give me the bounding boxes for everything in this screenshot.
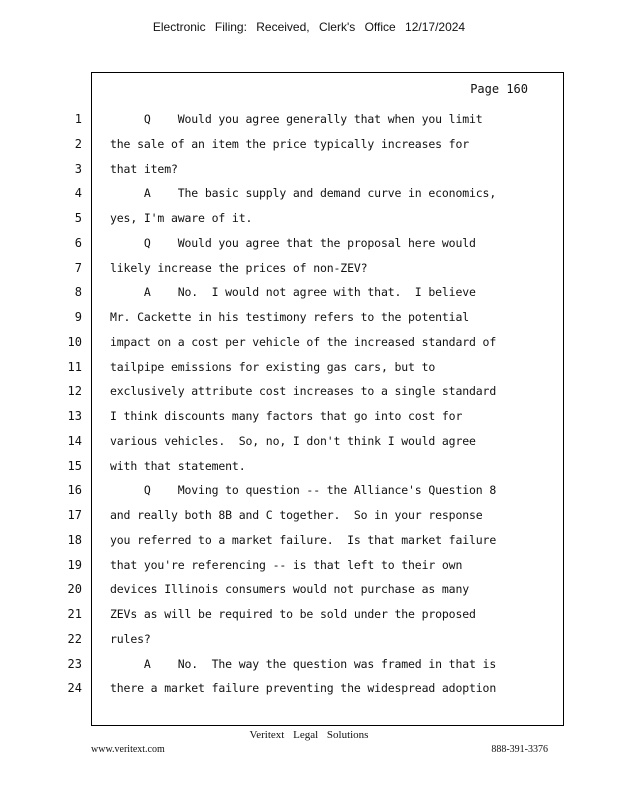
footer-company: Veritext Legal Solutions: [249, 729, 369, 741]
page-number: Page 160: [470, 82, 528, 96]
line-number: 15: [67, 458, 82, 473]
transcript-line: with that statement.: [110, 458, 246, 473]
line-number: 23: [67, 656, 82, 671]
transcript-line: and really both 8B and C together. So in your response: [110, 508, 483, 522]
line-number: 17: [67, 508, 82, 522]
line-number: 19: [67, 557, 82, 572]
filing-header: Electronic Filing: Received, Clerk's Office 12/17/2024: [152, 20, 466, 34]
line-number: 1: [74, 112, 82, 126]
transcript-line: exclusively attribute cost increases to a single standard: [110, 384, 497, 399]
transcript-line: rules?: [110, 631, 151, 646]
line-number: 10: [67, 334, 82, 349]
line-number: 2: [74, 136, 82, 151]
line-number: 22: [67, 631, 82, 646]
line-number: 14: [67, 433, 82, 448]
transcript-line: Q Would you agree generally that when you limit: [110, 112, 483, 126]
transcript-line: devices Illinois consumers would not purchase as many: [110, 582, 470, 597]
transcript-line: various vehicles. So, no, I don't think I would agree: [110, 433, 476, 448]
line-number: 24: [67, 681, 82, 696]
transcript-line: there a market failure preventing the widespread adoption: [110, 681, 497, 696]
transcript-line: likely increase the prices of non-ZEV?: [110, 260, 368, 275]
line-number: 5: [74, 211, 82, 225]
line-number: 12: [67, 384, 82, 399]
line-number: 9: [74, 310, 82, 324]
transcript-line: A No. I would not agree with that. I believe: [110, 285, 476, 300]
transcript-line: that you're referencing -- is that left to their own: [110, 557, 463, 572]
transcript-line: you referred to a market failure. Is that market failure: [110, 532, 497, 547]
line-number: 7: [74, 260, 82, 275]
transcript-line: Q Moving to question -- the Alliance's Question 8: [110, 483, 497, 498]
line-number: 21: [67, 607, 82, 621]
line-number: 16: [67, 483, 82, 498]
transcript-line: that item?: [110, 161, 178, 176]
footer-website: www.veritext.com: [91, 744, 165, 755]
transcript-line: A No. The way the question was framed in that is: [110, 656, 497, 671]
line-number: 18: [67, 532, 82, 547]
transcript-line: A The basic supply and demand curve in economics,: [110, 186, 497, 201]
transcript-line: yes, I'm aware of it.: [110, 211, 253, 225]
line-number: 8: [74, 285, 82, 300]
transcript-line: tailpipe emissions for existing gas cars, but to: [110, 359, 436, 374]
transcript-line: Mr. Cackette in his testimony refers to the potential: [110, 310, 470, 324]
line-number: 4: [74, 186, 82, 201]
transcript-line: Q Would you agree that the proposal here would: [110, 235, 476, 250]
line-number: 13: [67, 409, 82, 423]
line-number: 3: [74, 161, 82, 176]
transcript-line: the sale of an item the price typically increases for: [110, 136, 470, 151]
line-number: 6: [74, 235, 82, 250]
transcript-line: impact on a cost per vehicle of the increased standard of: [110, 334, 497, 349]
line-number: 11: [67, 359, 82, 374]
line-number: 20: [67, 582, 82, 597]
transcript-line: I think discounts many factors that go into cost for: [110, 409, 463, 423]
transcript-line: ZEVs as will be required to be sold under the proposed: [110, 607, 476, 621]
footer-phone: 888-391-3376: [491, 744, 548, 755]
